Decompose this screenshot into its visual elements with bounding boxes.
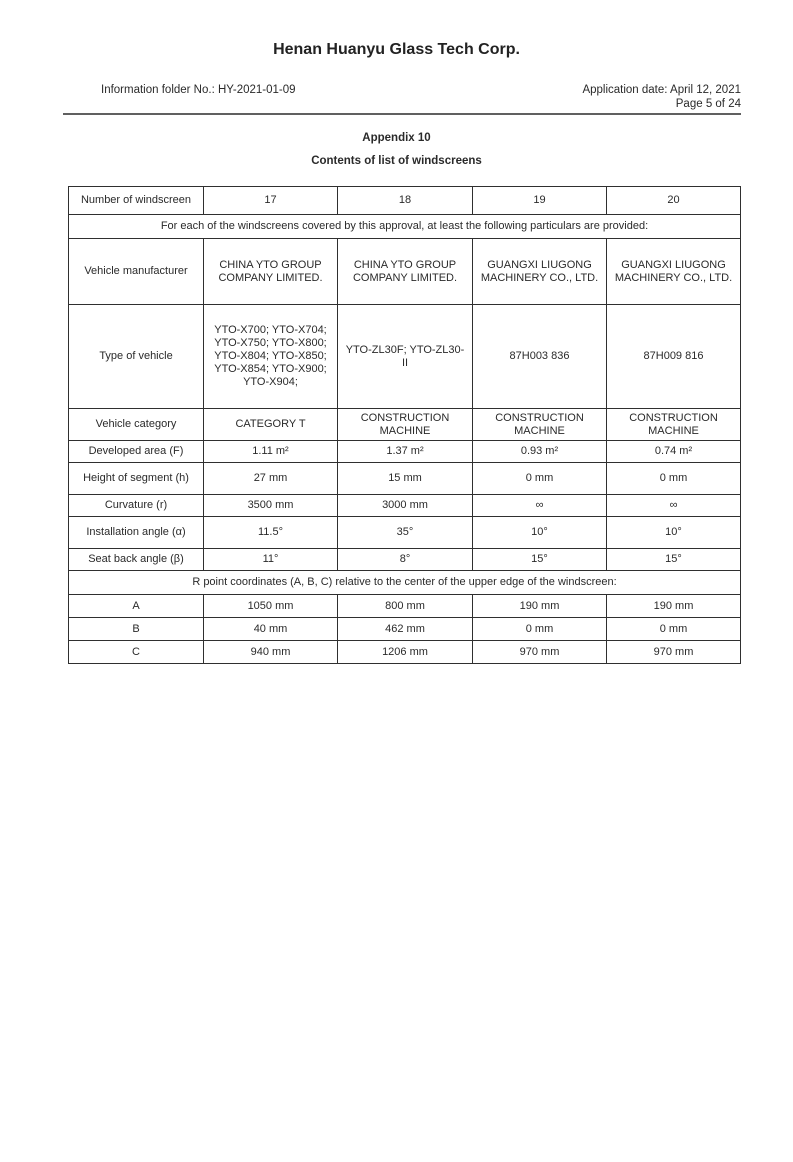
- table-row-type-of-vehicle: [69, 305, 741, 409]
- cell-value: ∞: [473, 495, 607, 517]
- cell-value: 11.5°: [204, 517, 338, 549]
- table-row-vehicle-category: [69, 409, 741, 441]
- cell-value: 10°: [607, 517, 741, 549]
- row-label: Seat back angle (β): [69, 549, 204, 571]
- cell-value: YTO-ZL30F; YTO-ZL30-II: [338, 305, 473, 409]
- cell-value: 19: [473, 187, 607, 215]
- cell-value: 3000 mm: [338, 495, 473, 517]
- table-row-curvature: [69, 495, 741, 517]
- row-label: C: [69, 641, 204, 664]
- table-row-r-point-note: [69, 571, 741, 595]
- page-number: Page 5 of 24: [675, 98, 741, 110]
- r-point-note: R point coordinates (A, B, C) relative to the center of the upper edge of the windscreen:: [69, 571, 741, 595]
- cell-value: 0 mm: [607, 463, 741, 495]
- company-title: Henan Huanyu Glass Tech Corp.: [273, 41, 520, 58]
- cell-value: 87H003 836: [473, 305, 607, 409]
- table-row-provision-note: [69, 215, 741, 239]
- header-divider: [63, 113, 741, 115]
- row-label: Curvature (r): [69, 495, 204, 517]
- cell-value: 190 mm: [473, 595, 607, 618]
- cell-value: CHINA YTO GROUP COMPANY LIMITED.: [338, 239, 473, 305]
- cell-value: GUANGXI LIUGONG MACHINERY CO., LTD.: [607, 239, 741, 305]
- row-label: A: [69, 595, 204, 618]
- cell-value: 940 mm: [204, 641, 338, 664]
- cell-value: 0 mm: [607, 618, 741, 641]
- cell-value: 1.37 m²: [338, 441, 473, 463]
- cell-value: 27 mm: [204, 463, 338, 495]
- cell-value: CATEGORY T: [204, 409, 338, 441]
- cell-value: 3500 mm: [204, 495, 338, 517]
- cell-value: GUANGXI LIUGONG MACHINERY CO., LTD.: [473, 239, 607, 305]
- cell-value: 11°: [204, 549, 338, 571]
- cell-value: 190 mm: [607, 595, 741, 618]
- cell-value: ∞: [607, 495, 741, 517]
- row-label: Number of windscreen: [69, 187, 204, 215]
- table-row-developed-area: [69, 441, 741, 463]
- row-label: Vehicle manufacturer: [69, 239, 204, 305]
- cell-value: 970 mm: [607, 641, 741, 664]
- table-row-seat-back-angle: [69, 549, 741, 571]
- row-label: Height of segment (h): [69, 463, 204, 495]
- table-row-height-of-segment: [69, 463, 741, 495]
- cell-value: 15°: [473, 549, 607, 571]
- cell-value: CONSTRUCTION MACHINE: [473, 409, 607, 441]
- cell-value: 20: [607, 187, 741, 215]
- cell-value: CONSTRUCTION MACHINE: [607, 409, 741, 441]
- cell-value: 10°: [473, 517, 607, 549]
- cell-value: 40 mm: [204, 618, 338, 641]
- row-label: Installation angle (α): [69, 517, 204, 549]
- table-row-vehicle-manufacturer: [69, 239, 741, 305]
- cell-value: 970 mm: [473, 641, 607, 664]
- cell-value: YTO-X700; YTO-X704; YTO-X750; YTO-X800; YTO-X804; YTO-X850; YTO-X854; YTO-X900; YTO-X904;: [204, 305, 338, 409]
- cell-value: 0.93 m²: [473, 441, 607, 463]
- table-row-coordinate-c: [69, 641, 741, 664]
- application-date: Application date: April 12, 2021: [582, 84, 741, 96]
- cell-value: 462 mm: [338, 618, 473, 641]
- cell-value: 800 mm: [338, 595, 473, 618]
- row-label: Type of vehicle: [69, 305, 204, 409]
- cell-value: 15°: [607, 549, 741, 571]
- row-label: Developed area (F): [69, 441, 204, 463]
- cell-value: 35°: [338, 517, 473, 549]
- provision-note: For each of the windscreens covered by this approval, at least the following particulars are provided:: [69, 215, 741, 239]
- table-title: Contents of list of windscreens: [311, 155, 482, 167]
- cell-value: 0.74 m²: [607, 441, 741, 463]
- table-row-installation-angle: [69, 517, 741, 549]
- table-row-coordinate-b: [69, 618, 741, 641]
- cell-value: CONSTRUCTION MACHINE: [338, 409, 473, 441]
- appendix-title: Appendix 10: [362, 132, 431, 144]
- cell-value: CHINA YTO GROUP COMPANY LIMITED.: [204, 239, 338, 305]
- cell-value: 0 mm: [473, 618, 607, 641]
- cell-value: 8°: [338, 549, 473, 571]
- table-row-number-of-windscreen: [69, 187, 741, 215]
- cell-value: 1206 mm: [338, 641, 473, 664]
- cell-value: 1050 mm: [204, 595, 338, 618]
- cell-value: 15 mm: [338, 463, 473, 495]
- cell-value: 17: [204, 187, 338, 215]
- row-label: B: [69, 618, 204, 641]
- table-row-coordinate-a: [69, 595, 741, 618]
- cell-value: 87H009 816: [607, 305, 741, 409]
- cell-value: 18: [338, 187, 473, 215]
- row-label: Vehicle category: [69, 409, 204, 441]
- cell-value: 1.11 m²: [204, 441, 338, 463]
- document-meta-row: [101, 83, 741, 97]
- windscreens-table: [68, 186, 741, 664]
- info-folder-number: Information folder No.: HY-2021-01-09: [101, 84, 296, 96]
- cell-value: 0 mm: [473, 463, 607, 495]
